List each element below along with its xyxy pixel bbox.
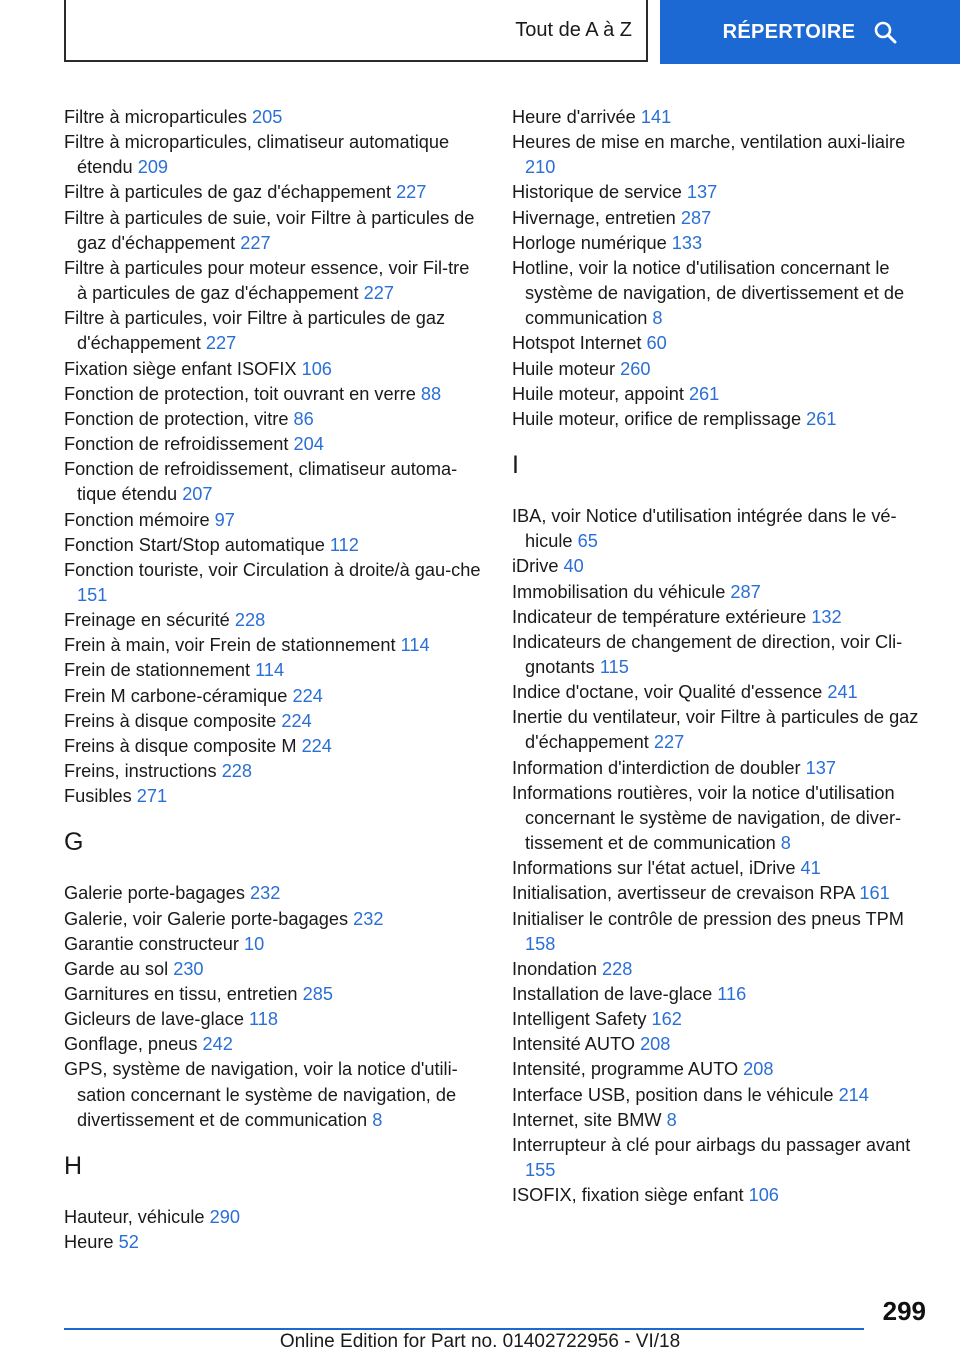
index-entry	[64, 382, 484, 407]
page-link[interactable]: 241	[827, 682, 858, 703]
index-entry-text: Fusibles	[64, 786, 132, 807]
page-link[interactable]: 232	[353, 908, 384, 929]
index-entry-text: Gicleurs de lave-glace	[64, 1009, 244, 1030]
index-entry-text: Heure	[64, 1232, 114, 1253]
index-entry	[64, 180, 484, 205]
index-entry	[512, 206, 932, 231]
index-entry-text: Galerie, voir Galerie porte-bagages	[64, 908, 349, 929]
page-link[interactable]: 261	[688, 383, 720, 404]
index-entry-text: Freinage en sécurité	[64, 610, 230, 631]
page-link[interactable]: 88	[420, 383, 442, 404]
page-link[interactable]: 230	[173, 958, 204, 979]
index-entry-text: Intensité, programme AUTO	[512, 1059, 739, 1080]
index-entry	[64, 684, 484, 709]
index-entry-text: Filtre à particules de suie, voir Filtre à particules de gaz d'échappement	[64, 207, 475, 253]
page-link[interactable]: 232	[250, 883, 281, 904]
index-entry-text: Freins, instructions	[64, 761, 217, 782]
page-link[interactable]: 141	[640, 107, 672, 127]
tab-directory-label: RÉPERTOIRE	[722, 20, 856, 43]
index-entry-text: Indice d'octane, voir Qualité d'essence	[512, 682, 823, 703]
index-entry-text: Inondation	[512, 958, 597, 979]
index-entry-text: Fonction Start/Stop automatique	[64, 534, 325, 555]
index-entry-text: Garantie constructeur	[64, 933, 239, 954]
index-entry-text: Filtre à particules, voir Filtre à particules de gaz d'échappement	[64, 308, 446, 354]
page-link[interactable]: 162	[651, 1009, 682, 1030]
index-entry	[64, 608, 484, 633]
index-entry-text: Informations routières, voir la notice d'utilisation concernant le système de navigation, de diver‐tissement et de communication	[512, 782, 902, 854]
page-link[interactable]: 65	[577, 531, 598, 552]
page-link[interactable]: 228	[221, 761, 253, 782]
index-entry-text: ISOFIX, fixation siège enfant	[512, 1185, 744, 1206]
index-entry	[512, 982, 932, 1007]
index-entry	[64, 759, 484, 784]
index-entry-text: Informations sur l'état actuel, iDrive	[512, 858, 796, 879]
page-link[interactable]: 224	[281, 710, 312, 731]
index-entry-text: iDrive	[512, 556, 559, 577]
page-link[interactable]: 227	[240, 232, 271, 253]
index-entry	[64, 633, 484, 658]
index-entry-text: Internet, site BMW	[512, 1109, 662, 1130]
tab-directory[interactable]	[660, 0, 960, 64]
index-entry-text: Frein à main, voir Frein de stationnement	[64, 635, 396, 656]
page-link[interactable]: 227	[205, 333, 237, 354]
index-entry-text: Freins à disque composite M	[64, 735, 297, 756]
page-link[interactable]: 41	[800, 858, 821, 879]
page-link[interactable]: 207	[182, 484, 213, 505]
page-link[interactable]: 97	[214, 509, 235, 530]
index-entry-text: Filtre à particules pour moteur essence, voir Fil‐tre à particules de gaz d'échappement	[64, 257, 470, 304]
index-entry	[512, 881, 932, 906]
index-entry	[512, 554, 932, 579]
page-link[interactable]: 260	[620, 358, 651, 379]
page-link[interactable]: 116	[717, 984, 747, 1004]
page-link[interactable]: 228	[602, 958, 633, 979]
page-link[interactable]: 287	[680, 207, 712, 228]
page-link[interactable]: 209	[137, 157, 169, 178]
index-entry-text: Interrupteur à clé pour airbags du passager avant	[512, 1134, 911, 1155]
index-entry	[64, 658, 484, 683]
index-entry	[64, 407, 484, 432]
index-entry	[64, 306, 484, 356]
index-entry	[512, 907, 932, 957]
index-entry	[64, 1230, 484, 1255]
page-link[interactable]: 161	[859, 883, 890, 904]
index-entry-text: Huile moteur	[512, 358, 616, 379]
index-entry	[512, 1083, 932, 1108]
index-entry-text: Galerie porte-bagages	[64, 883, 245, 904]
index-entry	[64, 432, 484, 457]
index-entry	[64, 130, 484, 180]
index-entry	[64, 881, 484, 906]
index-entry-text: Initialisation, avertisseur de crevaison RPA	[512, 883, 855, 904]
index-entry	[512, 1133, 932, 1183]
index-entry-text: Garde au sol	[64, 958, 169, 979]
index-entry	[512, 605, 932, 630]
index-entry	[512, 231, 932, 256]
index-entry-text: Initialiser le contrôle de pression des pneus TPM	[512, 908, 904, 929]
page-link[interactable]: 10	[243, 933, 265, 954]
index-entry	[64, 1205, 484, 1230]
page-link[interactable]: 227	[363, 283, 394, 304]
page-link[interactable]: 224	[301, 735, 332, 756]
index-entry-text: Immobilisation du véhicule	[512, 581, 726, 602]
index-entry	[64, 734, 484, 759]
index-entry-text: Freins à disque composite	[64, 710, 277, 731]
index-entry	[512, 504, 932, 554]
page-link[interactable]: 115	[599, 656, 629, 677]
index-entry-text: Information d'interdiction de doubler	[512, 757, 801, 778]
section-letter: H	[64, 1151, 83, 1180]
index-entry-text: Garnitures en tissu, entretien	[64, 984, 298, 1004]
index-entry	[512, 630, 932, 680]
index-entry-text: Fixation siège enfant ISOFIX	[64, 358, 297, 379]
index-entry	[512, 382, 932, 407]
index-entry	[512, 357, 932, 382]
index-entry	[512, 331, 932, 356]
page-link[interactable]: 205	[252, 107, 283, 127]
index-entry	[64, 784, 484, 809]
tab-a-to-z[interactable]	[64, 0, 648, 62]
index-entry	[512, 781, 932, 856]
index-column-right	[512, 105, 932, 1208]
index-entry-text: Filtre à microparticules	[64, 107, 247, 127]
page-link[interactable]: 8	[666, 1109, 677, 1130]
page-link[interactable]: 40	[563, 556, 584, 577]
index-entry-text: Frein M carbone-céramique	[64, 685, 288, 706]
page-link[interactable]: 106	[748, 1185, 779, 1206]
page-link[interactable]: 208	[743, 1059, 774, 1080]
index-entry	[64, 105, 484, 130]
index-entry-text: Historique de service	[512, 182, 682, 203]
index-entry-text: Hotspot Internet	[512, 333, 642, 354]
index-entry	[64, 982, 484, 1007]
index-entry	[512, 1032, 932, 1057]
index-entry	[64, 533, 484, 558]
page-link[interactable]: 8	[372, 1109, 383, 1130]
index-entry-text: IBA, voir Notice d'utilisation intégrée dans le vé‐hicule	[512, 506, 897, 552]
index-entry-text: Filtre à particules de gaz d'échappement	[64, 182, 391, 203]
page-link[interactable]: 261	[806, 408, 837, 429]
index-entry-text: Huile moteur, appoint	[512, 383, 684, 404]
index-entry	[64, 206, 484, 256]
page-link[interactable]: 204	[293, 434, 324, 455]
page-link[interactable]: 214	[838, 1084, 869, 1105]
page-link[interactable]: 287	[730, 581, 761, 602]
index-entry-text: GPS, système de navigation, voir la notice d'utili‐sation concernant le système de navigation, de divertissement et de communication	[64, 1059, 458, 1130]
page-link[interactable]: 210	[525, 157, 556, 178]
index-entry	[512, 130, 932, 180]
page-link[interactable]: 8	[652, 308, 663, 329]
index-entry-text: Filtre à microparticules, climatiseur automatique étendu	[64, 132, 450, 178]
page-link[interactable]: 208	[640, 1034, 671, 1055]
page-link[interactable]: 106	[301, 358, 332, 379]
page-number: 299	[882, 1296, 926, 1326]
index-entry	[512, 1108, 932, 1133]
index-entry	[64, 457, 484, 507]
page-link[interactable]: 151	[77, 584, 108, 605]
page-link[interactable]: 285	[302, 984, 333, 1004]
page-link[interactable]: 227	[653, 732, 685, 753]
page-link[interactable]: 114	[255, 660, 285, 681]
index-entry	[64, 709, 484, 734]
index-entry-text: Gonflage, pneus	[64, 1034, 198, 1055]
index-entry	[512, 756, 932, 781]
page-link[interactable]: 137	[805, 757, 837, 778]
index-entry	[512, 105, 932, 130]
search-icon[interactable]	[873, 20, 897, 44]
index-entry-text: Indicateurs de changement de direction, voir Cli‐gnotants	[512, 631, 903, 677]
page-link[interactable]: 227	[396, 182, 427, 203]
index-entry-text: Intensité AUTO	[512, 1034, 635, 1055]
index-entry-text: Hotline, voir la notice d'utilisation concernant le système de navigation, de divertissement et de communication	[512, 257, 905, 329]
page-link[interactable]: 155	[525, 1160, 556, 1181]
index-entry-text: Installation de lave-glace	[512, 984, 713, 1004]
tab-a-to-z-label: Tout de A à Z	[515, 18, 632, 41]
index-entry-text: Huile moteur, orifice de remplissage	[512, 408, 802, 429]
page-link[interactable]: 60	[646, 333, 667, 354]
index-entry	[64, 508, 484, 533]
section-letter: G	[64, 828, 84, 857]
index-entry	[64, 932, 484, 957]
index-entry-text: Heures de mise en marche, ventilation auxi‐liaire	[512, 132, 906, 153]
index-entry	[512, 1183, 932, 1208]
section-letter: I	[512, 451, 519, 480]
page-link[interactable]: 133	[671, 232, 703, 253]
index-entry	[512, 1007, 932, 1032]
index-entry	[512, 957, 932, 982]
index-entry	[512, 256, 932, 331]
index-entry	[64, 957, 484, 982]
index-entry	[512, 680, 932, 705]
index-entry	[64, 558, 484, 608]
index-entry-text: Indicateur de température extérieure	[512, 606, 807, 627]
index-entry	[512, 580, 932, 605]
index-entry-text: Hivernage, entretien	[512, 207, 676, 228]
index-entry-text: Fonction de protection, vitre	[64, 408, 289, 429]
page-link[interactable]: 137	[686, 182, 718, 203]
page-link[interactable]: 86	[293, 408, 314, 429]
page-link[interactable]: 290	[209, 1206, 240, 1227]
index-entry	[64, 357, 484, 382]
page-link[interactable]: 224	[292, 685, 323, 706]
page-link[interactable]: 242	[202, 1034, 233, 1055]
index-entry	[64, 1032, 484, 1057]
index-entry-text: Frein de stationnement	[64, 660, 251, 681]
index-entry	[64, 1057, 484, 1132]
top-bar	[0, 0, 960, 66]
index-entry	[64, 256, 484, 306]
index-entry	[512, 856, 932, 881]
index-entry-text: Hauteur, véhicule	[64, 1206, 205, 1227]
index-entry-text: Fonction de refroidissement	[64, 434, 289, 455]
index-entry-text: Fonction touriste, voir Circulation à droite/à gau‐che	[64, 559, 481, 580]
index-entry	[512, 1057, 932, 1082]
index-column-left	[64, 105, 484, 1255]
page-link[interactable]: 112	[329, 534, 359, 555]
page-link[interactable]: 228	[234, 610, 266, 631]
index-entry	[512, 180, 932, 205]
index-entry	[64, 1007, 484, 1032]
index-entry	[512, 407, 932, 432]
index-entry-text: Inertie du ventilateur, voir Filtre à particules de gaz d'échappement	[512, 707, 919, 753]
page-link[interactable]: 8	[780, 833, 791, 854]
index-entry-text: Fonction de refroidissement, climatiseur automa‐tique étendu	[64, 459, 458, 505]
index-entry-text: Heure d'arrivée	[512, 107, 636, 127]
index-entry-text: Fonction de protection, toit ouvrant en verre	[64, 383, 416, 404]
index-entry-text: Intelligent Safety	[512, 1009, 647, 1030]
page-link[interactable]: 158	[525, 933, 556, 954]
index-entry	[64, 907, 484, 932]
index-entry-text: Horloge numérique	[512, 232, 667, 253]
page-link[interactable]: 52	[118, 1232, 139, 1253]
index-entry-text: Fonction mémoire	[64, 509, 210, 530]
footer-divider	[64, 1328, 864, 1330]
index-entry-text: Interface USB, position dans le véhicule	[512, 1084, 834, 1105]
page-link[interactable]: 118	[249, 1009, 279, 1030]
page-link[interactable]: 132	[811, 606, 842, 627]
index-entry	[512, 705, 932, 755]
footer-edition: Online Edition for Part no. 01402722956 - VI/18	[279, 1331, 681, 1352]
page-link[interactable]: 114	[400, 635, 430, 656]
page-link[interactable]: 271	[136, 786, 168, 807]
